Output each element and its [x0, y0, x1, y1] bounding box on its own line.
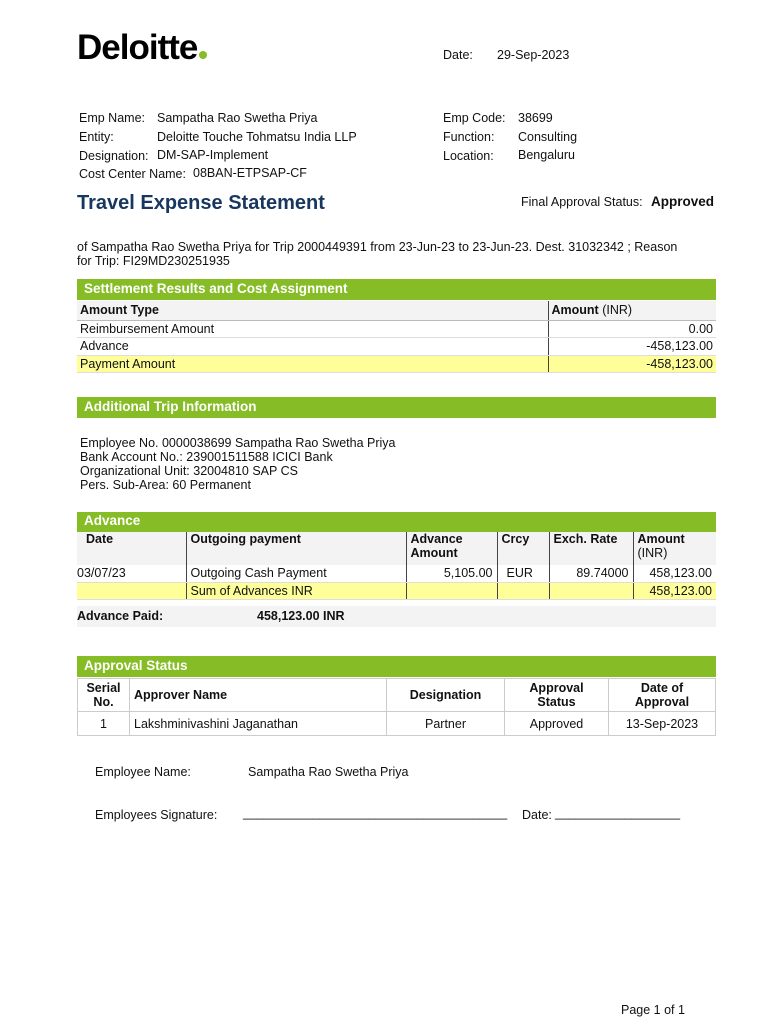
advance-header-row — [77, 532, 716, 565]
sum-row — [77, 582, 716, 599]
emp-name-label: Emp Name: — [79, 111, 145, 125]
employee-name-value: Sampatha Rao Swetha Priya — [248, 765, 409, 779]
date-value: 29-Sep-2023 — [497, 48, 570, 62]
designation-value: DM-SAP-Implement — [157, 148, 269, 162]
col-advance-amount: Advance Amount — [406, 532, 497, 565]
logo-dot-icon — [199, 51, 207, 59]
col-date: Date — [77, 532, 186, 565]
table-row — [77, 355, 716, 373]
cell-designation: Partner — [387, 712, 505, 736]
employee-name-label: Employee Name: — [95, 765, 191, 779]
table-row — [77, 320, 716, 338]
advance-paid-value: 458,123.00 INR — [257, 609, 345, 623]
row-amount: -458,123.00 — [548, 338, 716, 356]
function-label: Function: — [443, 130, 495, 144]
col-amount-inr: Amount (INR) — [633, 532, 716, 565]
page-number: Page 1 of 1 — [621, 1003, 685, 1017]
cell-status: Approved — [505, 712, 609, 736]
table-row — [78, 712, 716, 736]
table-row — [77, 565, 716, 582]
signature-date-label: Date: — [522, 808, 552, 822]
cell-outgoing: Outgoing Cash Payment — [186, 565, 406, 582]
col-amount: Amount (INR) — [548, 301, 716, 320]
cell-approver: Lakshminivashini Jaganathan — [130, 712, 387, 736]
col-approval-status: Approval Status — [505, 679, 609, 712]
row-amount: -458,123.00 — [548, 355, 716, 373]
emp-name-value: Sampatha Rao Swetha Priya — [157, 111, 318, 125]
advance-paid-bar — [77, 606, 716, 627]
cell-empty — [406, 582, 497, 599]
entity-label: Entity: — [79, 130, 114, 144]
trip-info-line: Organizational Unit: 32004810 SAP CS — [80, 464, 298, 478]
signature-date-line: __________________ — [555, 806, 681, 820]
emp-code-label: Emp Code: — [443, 111, 506, 125]
row-type: Advance — [77, 338, 548, 356]
cell-sum-label: Sum of Advances INR — [186, 582, 406, 599]
trip-info-line: Bank Account No.: 239001511588 ICICI Bank — [80, 450, 333, 464]
approval-heading: Approval Status — [77, 656, 716, 677]
cell-sum-amount: 458,123.00 — [633, 582, 716, 599]
emp-code-value: 38699 — [518, 111, 553, 125]
cost-center-label: Cost Center Name: — [79, 167, 186, 181]
row-amount: 0.00 — [548, 320, 716, 338]
col-outgoing: Outgoing payment — [186, 532, 406, 565]
settlement-header-row — [77, 301, 716, 320]
col-approver: Approver Name — [130, 679, 387, 712]
cell-empty — [497, 582, 549, 599]
settlement-heading: Settlement Results and Cost Assignment — [77, 279, 716, 300]
row-type: Reimbursement Amount — [77, 320, 548, 338]
approval-table — [77, 678, 716, 736]
col-crcy: Crcy — [497, 532, 549, 565]
entity-value: Deloitte Touche Tohmatsu India LLP — [157, 130, 357, 144]
cell-amount: 458,123.00 — [633, 565, 716, 582]
col-amount-type: Amount Type — [77, 301, 548, 320]
cell-date: 13-Sep-2023 — [609, 712, 716, 736]
row-type: Payment Amount — [77, 355, 548, 373]
cell-empty — [77, 582, 186, 599]
col-designation: Designation — [387, 679, 505, 712]
location-value: Bengaluru — [518, 148, 575, 162]
col-date-of-approval: Date of Approval — [609, 679, 716, 712]
trip-info-block — [80, 436, 395, 492]
trip-description-line-1: of Sampatha Rao Swetha Priya for Trip 2000449391 from 23-Jun-23 to 23-Jun-23. Dest. 31032342 ; Reason — [77, 240, 678, 254]
settlement-table — [77, 301, 716, 373]
col-serial: Serial No. — [78, 679, 130, 712]
cell-rate: 89.74000 — [549, 565, 633, 582]
signature-line: ______________________________________ — [243, 806, 508, 820]
cell-adv-amount: 5,105.00 — [406, 565, 497, 582]
advance-paid-label: Advance Paid: — [77, 609, 164, 623]
table-row — [77, 338, 716, 356]
location-label: Location: — [443, 149, 494, 163]
cell-date: 03/07/23 — [77, 565, 186, 582]
date-label: Date: — [443, 48, 473, 62]
trip-info-line: Pers. Sub-Area: 60 Permanent — [80, 478, 251, 492]
designation-label: Designation: — [79, 149, 149, 163]
col-exch-rate: Exch. Rate — [549, 532, 633, 565]
page-title: Travel Expense Statement — [77, 192, 325, 214]
approval-header-row — [78, 679, 716, 712]
final-approval-label: Final Approval Status: — [521, 195, 643, 209]
trip-info-heading: Additional Trip Information — [77, 397, 716, 418]
signature-label: Employees Signature: — [95, 808, 218, 822]
trip-info-line: Employee No. 0000038699 Sampatha Rao Swetha Priya — [80, 436, 396, 450]
cell-serial: 1 — [78, 712, 130, 736]
advance-table — [77, 532, 716, 600]
trip-description-line-2: for Trip: FI29MD230251935 — [77, 254, 230, 268]
cell-empty — [549, 582, 633, 599]
cost-center-value: 08BAN-ETPSAP-CF — [193, 166, 307, 180]
function-value: Consulting — [518, 130, 578, 144]
final-approval-value: Approved — [651, 194, 715, 209]
advance-heading: Advance — [77, 512, 716, 532]
cell-crcy: EUR — [497, 565, 549, 582]
deloitte-logo: Deloitte — [77, 28, 207, 68]
